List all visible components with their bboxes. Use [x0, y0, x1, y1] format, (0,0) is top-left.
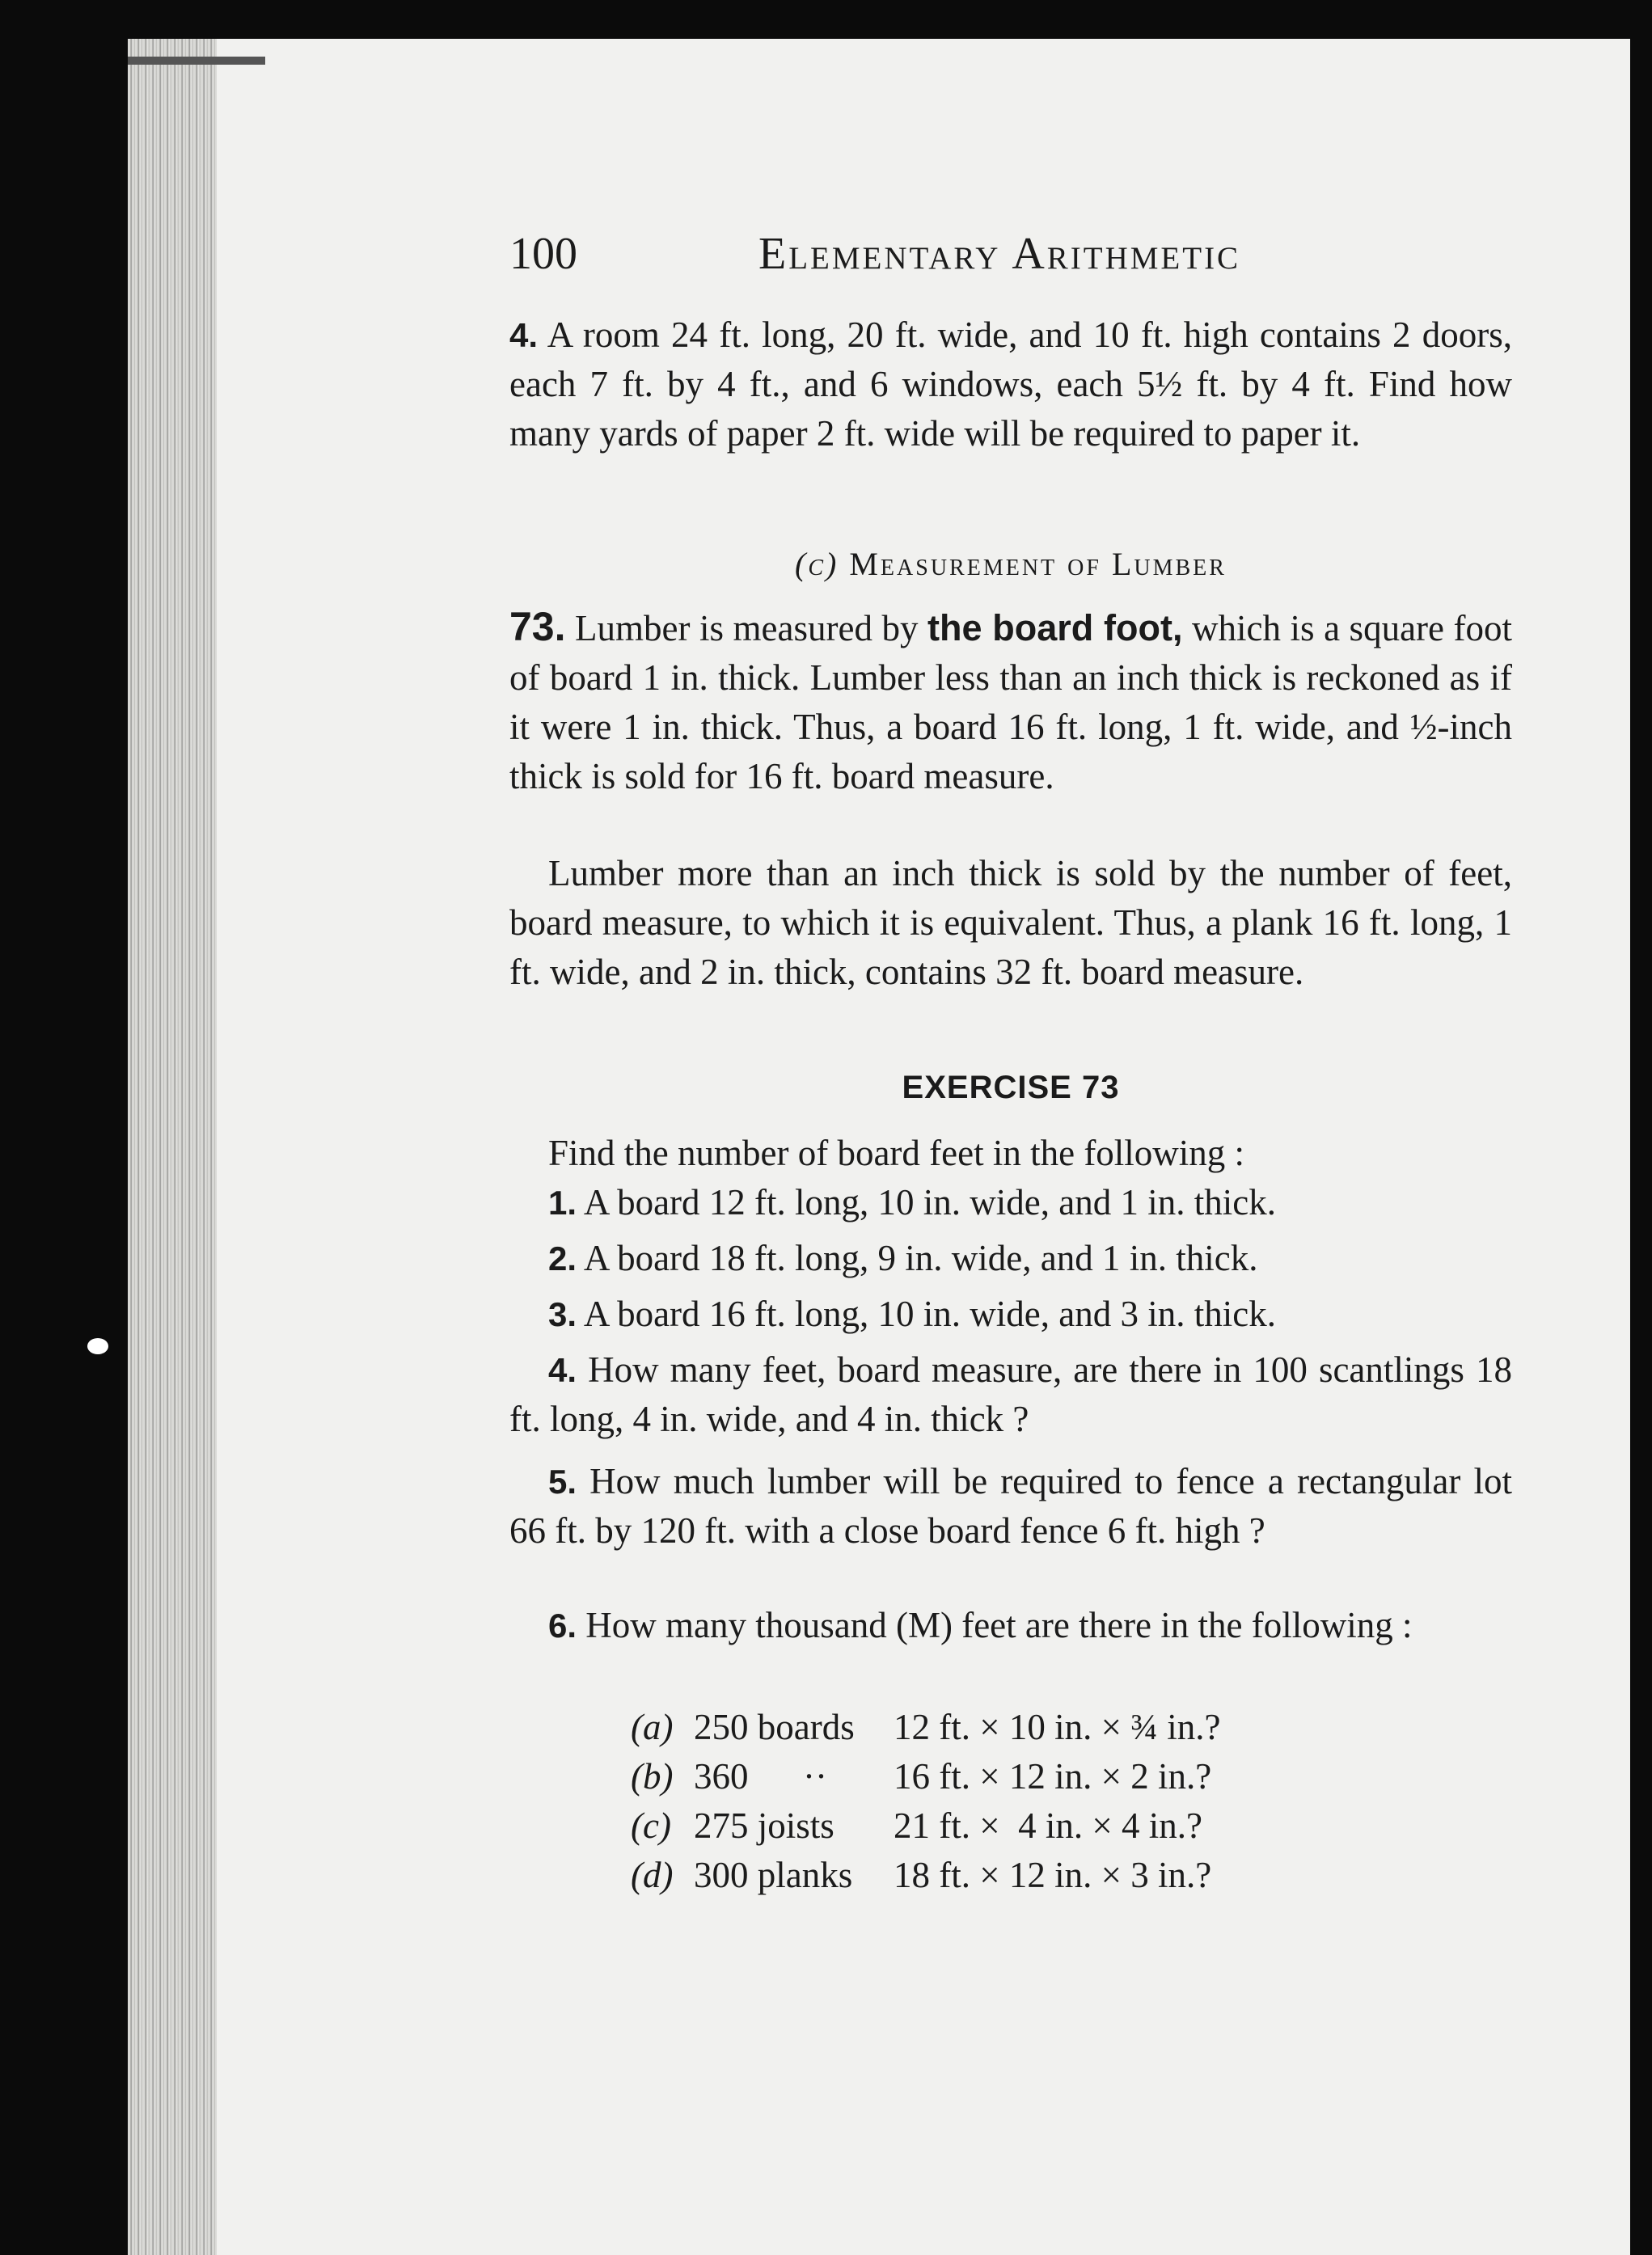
table-row	[631, 1752, 1212, 1801]
item-number: 5.	[548, 1463, 577, 1501]
row-dimensions: 16 ft. × 12 in. × 2 in.?	[894, 1756, 1212, 1797]
item-text: A board 12 ft. long, 10 in. wide, and 1 in. thick.	[583, 1182, 1276, 1223]
item-number: 1.	[548, 1184, 577, 1222]
article-text-1a: Lumber is measured by	[575, 608, 919, 648]
row-label: (a)	[631, 1707, 674, 1747]
exercise-item	[509, 1290, 1512, 1339]
dust-speck	[87, 1338, 108, 1354]
article-number: 73.	[509, 604, 566, 649]
exercise-item	[509, 1234, 1512, 1283]
item-number: 3.	[548, 1295, 577, 1333]
page-edges	[128, 39, 217, 2255]
row-label: (c)	[631, 1805, 671, 1846]
exercise-instruction: Find the number of board feet in the following :	[548, 1133, 1245, 1173]
article-73-paragraph-2: Lumber more than an inch thick is sold by the number of feet, board measure, to which it is equivalent. Thus, a plank 16 ft. long, 1 ft. wide, and 2 in. thick, contains 32 ft. board measure.	[509, 853, 1512, 992]
article-bold-term: the board foot,	[927, 607, 1183, 648]
problem-4-continued	[509, 310, 1512, 458]
row-dimensions: 21 ft. × 4 in. × 4 in.?	[894, 1805, 1202, 1846]
row-quantity: 250 boards	[694, 1707, 855, 1747]
binding-shadow	[128, 57, 265, 65]
section-title: Measurement of Lumber	[849, 546, 1227, 582]
row-quantity: 300 planks	[694, 1855, 853, 1895]
row-label: (d)	[631, 1855, 674, 1895]
page-number: 100	[509, 229, 577, 279]
section-heading	[509, 545, 1512, 583]
table-row	[631, 1801, 1202, 1851]
row-quantity: 360 ··	[694, 1756, 827, 1797]
table-row	[631, 1851, 1212, 1900]
item-text: A board 18 ft. long, 9 in. wide, and 1 in. thick.	[583, 1238, 1258, 1278]
item-text: How much lumber will be required to fence a rectangular lot 66 ft. by 120 ft. with a close board fence 6 ft. high ?	[509, 1461, 1512, 1551]
item-text: How many thousand (M) feet are there in the following :	[585, 1605, 1413, 1645]
exercise-item	[509, 1178, 1512, 1227]
exercise-item	[509, 1345, 1512, 1444]
item-number: 4.	[548, 1351, 577, 1389]
item-text: A board 16 ft. long, 10 in. wide, and 3 in. thick.	[583, 1294, 1276, 1334]
problem-text: A room 24 ft. long, 20 ft. wide, and 10 ft. high contains 2 doors, each 7 ft. by 4 ft., and 6 windows, each 5½ ft. by 4 ft. Find how many yards of paper 2 ft. wide will be required to paper it.	[509, 315, 1512, 454]
section-label: (c)	[795, 546, 839, 582]
problem-number: 4.	[509, 316, 539, 354]
lumber-table	[631, 1703, 1221, 1900]
exercise-item	[509, 1601, 1512, 1650]
exercise-item	[509, 1457, 1512, 1556]
item-text: How many feet, board measure, are there in 100 scantlings 18 ft. long, 4 in. wide, and 4 in. thick ?	[509, 1349, 1512, 1439]
item-number: 6.	[548, 1607, 577, 1645]
article-73-paragraph-1	[509, 602, 1512, 801]
row-dimensions: 18 ft. × 12 in. × 3 in.?	[894, 1855, 1212, 1895]
running-title: Elementary Arithmetic	[758, 229, 1241, 279]
exercise-heading: EXERCISE 73	[902, 1070, 1120, 1105]
row-dimensions: 12 ft. × 10 in. × ¾ in.?	[894, 1707, 1221, 1747]
row-label: (b)	[631, 1756, 674, 1797]
table-row	[631, 1703, 1221, 1752]
item-number: 2.	[548, 1239, 577, 1277]
article-text-1b: which is a square foot of board 1 in. thick. Lumber less than an inch thick is reckoned as if it were 1 in. thick. Thus, a board 16 ft. long, 1 ft. wide, and ½-inch thick is sold for 16 ft. board measure.	[509, 608, 1513, 796]
row-quantity: 275 joists	[694, 1805, 834, 1846]
